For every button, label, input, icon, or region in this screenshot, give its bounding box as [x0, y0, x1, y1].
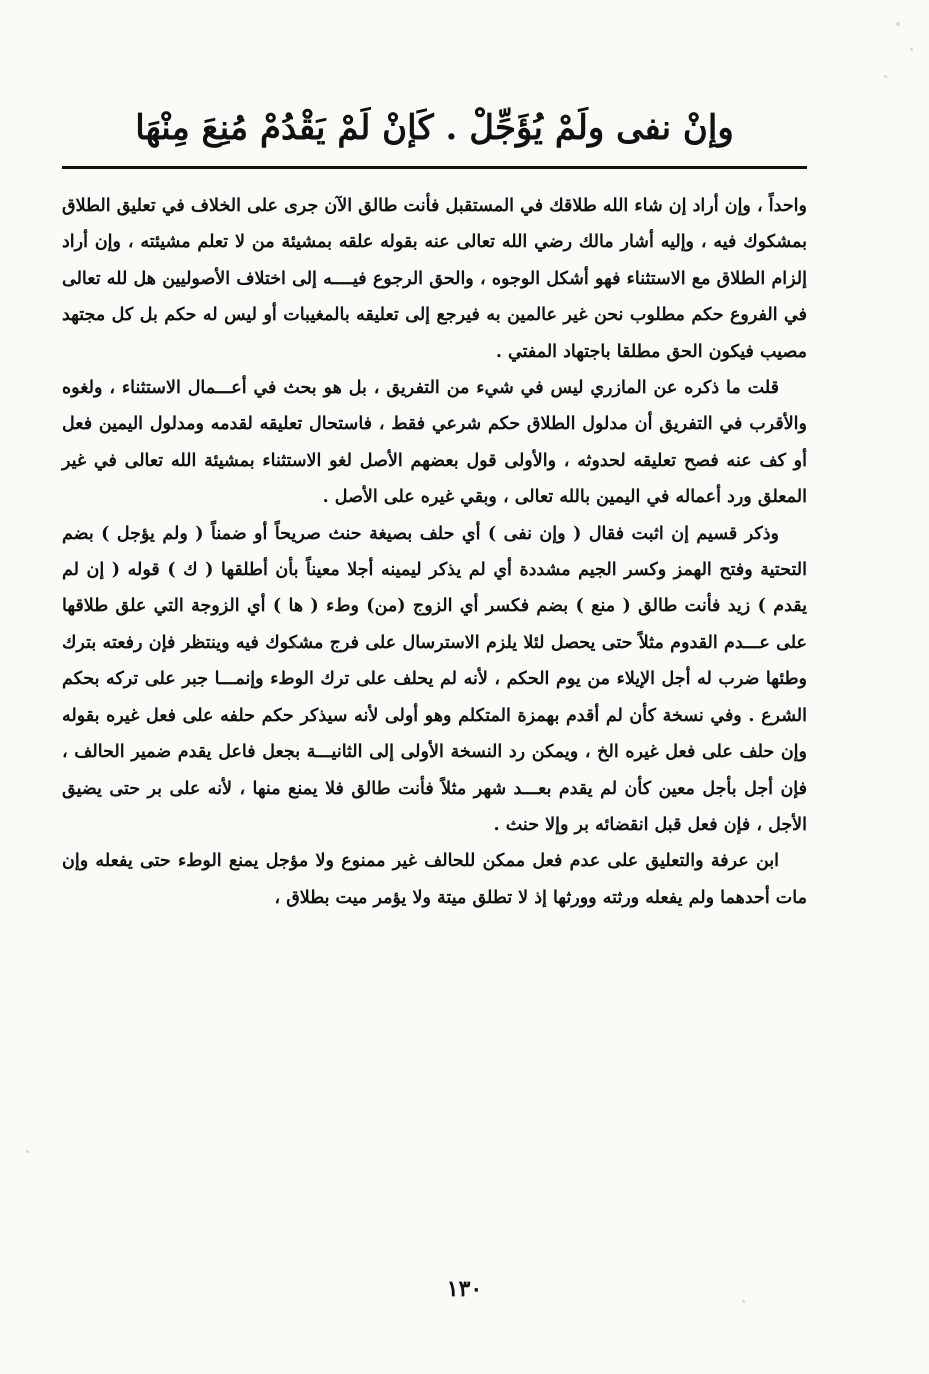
- paragraph-3: وذكر قسيم إن اثبت فقال ( وإن نفى ) أي حلف بصيغة حنث صريحاً أو ضمناً ( ولم يؤجل ) بضم التحتية وفتح الهمز وكسر الجيم مشددة أي لم يذكر ليمينه أجلا معيناً بأن أطلقها ( ك ) قوله ( إن لم يقدم ) زيد فأنت طالق ( منع ) بضم فكسر أي الزوج (من) وطء ( ها ) أي الزوجة التي علق طلاقها على عـــدم القدوم مثلاً حتى يحصل لئلا يلزم الاسترسال على فرج مشكوك فيه وينتظر فإن رفعته بترك وطئها ضرب له أجل الإيلاء من يوم الحكم ، لأنه لم يحلف على ترك الوطء وإنمـــا جبر على تركه بحكم الشرع . وفي نسخة كأن لم أقدم بهمزة المتكلم وهو أولى لأنه سيذكر حكم حلفه على فعل غيره بقوله وإن حلف على فعل غيره الخ ، ويمكن رد النسخة الأولى إلى الثانيـــة بجعل فاعل يقدم ضمير الحالف ، فإن أجل بأجل معين كأن لم يقدم بعـــد شهر مثلاً فأنت طالق فلا يمنع منها ، لأنه على بر حتى يضيق الأجل ، فإن فعل قبل انقضائه بر وإلا حنث .: [62, 523, 807, 835]
- scan-speck: [26, 1150, 29, 1153]
- paragraph-4: ابن عرفة والتعليق على عدم فعل ممكن للحالف غير ممنوع ولا مؤجل يمنع الوطء حتى يفعله وإن مات أحدهما ولم يفعله ورثته وورثها إذ لا تطلق ميتة ولا يؤمر ميت بطلاق ،: [62, 851, 807, 908]
- page-number: ١٣٠: [446, 1276, 483, 1302]
- header-rule: [62, 166, 807, 169]
- body-text: [62, 188, 807, 916]
- verse-header: وإنْ نفى ولَمْ يُؤَجِّلْ . كَإنْ لَمْ يَقْدُمْ مُنِعَ مِنْهَا: [135, 108, 734, 148]
- paragraph-2: قلت ما ذكره عن المازري ليس في شيء من التفريق ، بل هو بحث في أعـــمال الاستثناء ، ولغوه والأقرب في التفريق أن مدلول الطلاق حكم شرعي فقط ، فاستحال تعليقه لقدمه ومدلول اليمين فعل أو كف عنه فصح تعليقه لحدوثه ، والأولى قول بعضهم الأصل لغو الاستثناء بمشيئة الله تعالى في غير المعلق ورد أعماله في اليمين بالله تعالى ، وبقي غيره على الأصل .: [62, 378, 807, 508]
- paragraph-1: واحداً ، وإن أراد إن شاء الله طلاقك في المستقبل فأنت طالق الآن جرى على الخلاف في تعليق الطلاق بمشكوك فيه ، وإليه أشار مالك رضي الله تعالى عنه بقوله علقه بمشيئة من لا تعلم مشيئته ، وإن أراد إلزام الطلاق مع الاستثناء فهو أشكل الوجوه ، والحق الرجوع فيــــه إلى اختلاف الأصوليين هل لله تعالى في الفروع حكم مطلوب نحن غير عالمين به فيرجع إلى تعليقه بالمغيبات أو ليس له حكم بل كل مجتهد مصيب فيكون الحق مطلقا باجتهاد المفتي .: [62, 196, 807, 362]
- scan-speck: [742, 1300, 745, 1303]
- scan-speck: [896, 22, 900, 26]
- scan-speck: [292, 644, 297, 649]
- scan-speck: [910, 48, 913, 51]
- scan-speck: [884, 75, 887, 78]
